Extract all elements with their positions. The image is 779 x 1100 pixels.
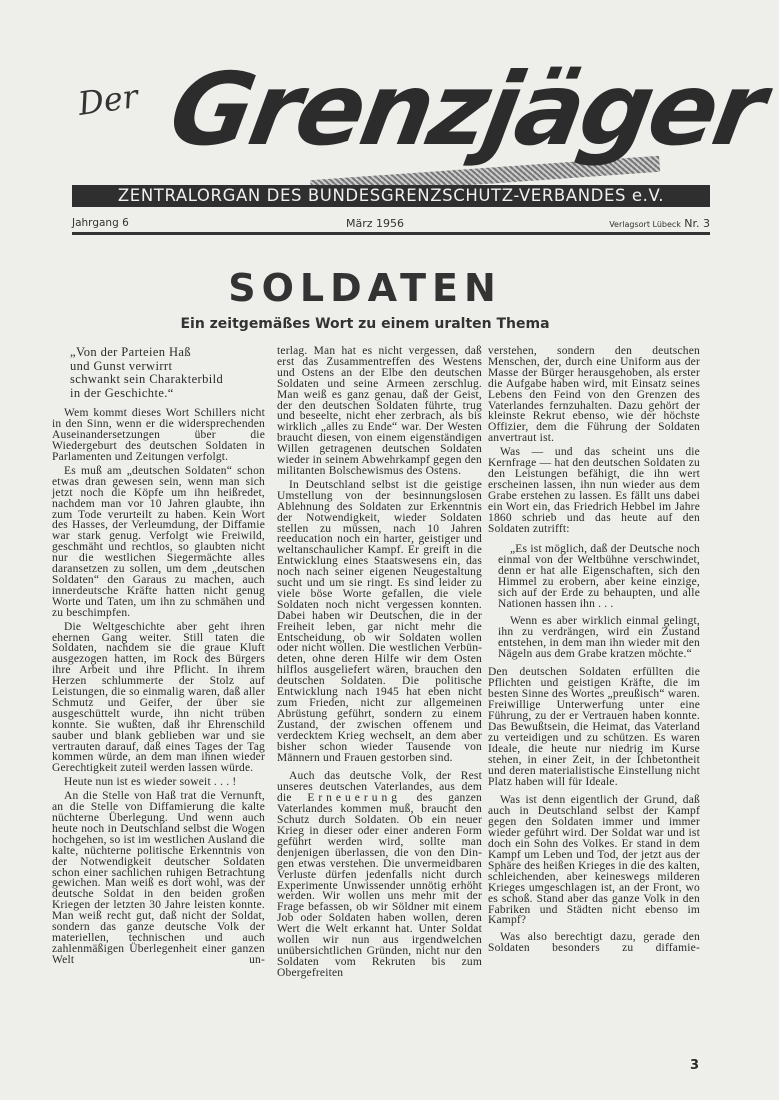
epigraph-line: und Gunst verwirrt xyxy=(70,358,173,373)
paragraph: Den deutschen Soldaten erfüllten die Pflichten und geistigen Kräfte, die im besten Sinne des Wortes „preußisch“ waren. Freiwillige Unterwerfung unter eine Führung, zu der er Vertrauen haben konnte. Das Bewußtsein, die Heimat, das Vaterland zu verteidigen und zu schützen. Es waren Ideale, die heute nur niedrig im Kurse stehen, in einer Zeit, in der Ichbetontheit und deren materialistische Einstellung nicht Platz haben will für Ideale. xyxy=(488,666,700,788)
publication-place: Verlagsort Lübeck xyxy=(609,220,681,229)
paragraph: Es muß am „deutschen Soldaten“ schon etwas dran gewesen sein, wenn man sich jetzt noch die Köpfe um ihn heißredet, nachdem man vor 10 Jahren glaubte, ihn zum Tode verurteilt zu haben. Kein Wort des Hasses, der Verleumdung, der Diffamie war stark genug. Verfolgt wie Freiwild, geschmäht und rechtlos, so glaubten nicht nur die westlichen Siegermächte alles daransetzen zu sollen, um dem „deutschen Soldaten“ den Garaus zu machen, auch innerdeutsche Kräfte hatten nicht genug Worte und Taten, um ihn zu schmähen und zu beschimpfen. xyxy=(52,464,265,619)
volume-label: Jahrgang 6 xyxy=(72,217,129,229)
quote-paragraph: „Es ist möglich, daß der Deutsche noch einmal von der Weltbühne verschwindet, denn er hat alle Eigenschaften, sich den Himmel zu erobern, aber keine einzige, sich auf der Erde zu behaupten, und alle Nationen hassen ihn . . . xyxy=(498,543,700,610)
paragraph: verstehen, sondern den deutschen Menschen, der, durch eine Uniform aus der Masse der Bürger herausgehoben, als erster die Aufgabe haben wird, mit Einsatz seines Lebens den Feind von den Grenzen des Vaterlandes fernzuhalten. Dazu gehört der kleinste Rekrut ebenso, wie der höchste Offizier, dem die Führung der Soldaten anvertraut ist. xyxy=(488,345,700,445)
paragraph: In Deutschland selbst ist die geistige Umstellung von der besinnungslosen Ablehnung des Soldaten zur Erkenntnis der Notwendigkeit, wieder Soldaten stellen zu müssen, nach 10 Jahren reeducation noch ein harter, geistiger und weltanschaulicher Kampf. Er greift in die Entwicklung eines Staatswesens ein, das noch nach seiner eigenen Neugestaltung sucht und um sie ringt. Es sind leider zu viele böse Worte gefallen, die viele Soldaten noch nicht vergessen konnten. Dabei haben wir Deutschen, die in der Freiheit leben, gar nicht mehr die Entscheidung, ob wir Soldaten wollen oder nicht wollen. Die westlichen Verbündeten, ohne deren Hilfe wir dem Osten hilflos ausgeliefert wären, brauchen den deutschen Soldaten. Die politische Entwicklung nach 1945 hat eben nicht zum Frieden, nicht zur allgemeinen Abrüstung geführt, sondern zu einem Zustand, der zwischen offenem und verdecktem Krieg wechselt, an dem aber bisher schon wieder Tausende von Männern und Frauen gestorben sind. xyxy=(277,478,482,764)
paragraph: An die Stelle von Haß trat die Vernunft, an die Stelle von Diffamierung die kalte nüchterne Überlegung. Und wenn auch heute noch in Deutschland selbst die Wogen hochgehen, so ist im westlichen Ausland die kalte, nüchterne politische Erkenntnis von der Notwendigkeit deutscher Soldaten schon einer sachlichen ruhigen Betrachtung gewichen. Man weiß es dort wohl, was der deutsche Soldat in den beiden großen Kriegen der letzten 30 Jahre leisten konnte. Man weiß recht gut, daß nicht der Soldat, sondern das ganze deutsche Volk der materiellen, technischen und auch zahlenmäßigen Überlegenheit einer ganzen Welt un- xyxy=(52,790,265,966)
masthead-banner: ZENTRALORGAN DES BUNDESGRENZSCHUTZ-VERBANDES e.V. xyxy=(72,185,710,207)
paragraph: Was also berechtigt dazu, gerade den Soldaten besonders zu diffamie- xyxy=(488,931,700,955)
epigraph xyxy=(70,346,265,400)
article-subtitle: Ein zeitgemäßes Wort zu einem uralten Thema xyxy=(180,316,550,332)
paragraph: terlag. Man hat es nicht vergessen, daß erst das Zusammentreffen des Westens und Ostens an der Elbe den deutschen Soldaten und seine Armeen zerschlug. Man weiß es ganz genau, daß der Geist, der den deutschen Soldaten führte, trug und beseelte, nicht eher zerbrach, als bis wirklich „alles zu Ende“ war. Der Westen braucht diesen, von einem eigenständigen Willen getragenen deutschen Soldaten wieder in seinem Abwehrkampf gegen den militanten Bolschewismus des Ostens. xyxy=(277,345,482,477)
masthead-prefix: Der xyxy=(75,77,141,123)
hebbel-quote xyxy=(498,544,700,659)
paragraph xyxy=(277,771,482,978)
emphasized-word: Erneuerung xyxy=(307,792,401,805)
paragraph: Wem kommt dieses Wort Schillers nicht in den Sinn, wenn er die widersprechenden Auseinandersetzungen über die Wiedergeburt des deutschen Soldaten in Parlamenten und Zeitungen verfolgt. xyxy=(52,407,265,463)
quote-paragraph: Wenn es aber wirklich einmal gelingt, ihn zu verdrängen, wird ein Zustand entstehen, in dem man ihn wieder mit den Nägeln aus dem Grabe kratzen möchte.“ xyxy=(498,614,700,660)
paragraph: Die Weltgeschichte aber geht ihren ehernen Gang weiter. Still taten die Soldaten, nachdem sie die graue Kluft ausgezogen hatten, im Rock des Bürgers ihre Arbeit und ihre Pflicht. In ihrem Herzen schlummerte der Stolz auf Leistungen, die so einmalig waren, daß aller Schmutz und Geifer, der über sie ausgeschüttelt wurde, ihn nicht trüben konnte. Sie wußten, daß ihr Ehrenschild sauber und blank geblieben war und sie vertrauten darauf, daß eines Tages der Tag kommen würde, an dem man ihnen wieder Gerechtigkeit zuteil werden lassen würde. xyxy=(52,620,265,775)
text-run: Auch das deutsche Volk, der Rest unseres deutschen Vaterlandes, aus dem die xyxy=(277,770,482,805)
column-2 xyxy=(277,346,482,979)
article-title: SOLDATEN xyxy=(228,266,502,310)
paragraph: Heute nun ist es wieder soweit . . . ! xyxy=(64,776,237,789)
issue-info xyxy=(609,217,710,230)
epigraph-line: in der Geschichte.“ xyxy=(70,385,174,400)
column-1 xyxy=(52,346,265,966)
text-run: des ganzen Vaterlandes kommen muß, braucht den Schutz durch Soldaten. Ob ein neuer Krieg in dieser oder einer anderen Form geführt werden wird, sollte man denjenigen überlassen, die von den Dingen etwas verstehen. Die unvermeidbaren Verluste dürfen jedenfalls nicht durch Experimente Unwissender unnötig erhöht werden. Wir wollen uns mehr mit der Frage befassen, ob wir Söldner mit einem Job oder Soldaten haben wollen, deren Wert die Welt erkannt hat. Unter Soldat wollen wir nun aus irgendwelchen unübersichtlichen Gründen, nicht nur den Soldaten vom Rekruten bis zum Obergefreiten xyxy=(277,792,483,979)
masthead-rule xyxy=(72,232,710,235)
issue-date: März 1956 xyxy=(346,217,405,230)
paragraph: Was ist denn eigentlich der Grund, daß auch in Deutschland selbst der Kampf gegen den Soldaten immer und immer wieder geführt wird. Der Soldat war und ist doch ein Sohn des Volkes. Er stand in dem Kampf um Leben und Tod, der jetzt aus der Sphäre des heißen Krieges in die des kalten, schleichenden, aber keineswegs milderen Krieges umgeschlagen ist, an der Front, wo es schoß. Stand aber das ganze Volk in den Fabriken und Städten nicht ebenso im Kampf? xyxy=(488,794,700,927)
issue-number: Nr. 3 xyxy=(684,217,710,230)
column-3 xyxy=(488,346,700,954)
epigraph-line: schwankt sein Charakterbild xyxy=(70,372,224,387)
page-number: 3 xyxy=(690,1058,700,1073)
epigraph-line: „Von der Parteien Haß xyxy=(70,345,191,359)
paragraph: Was — und das scheint uns die Kernfrage — hat den deutschen Soldaten zu den Leistungen befähigt, die ihn wert erscheinen lassen, ihn nun wieder aus dem Grabe erstehen zu lassen. Es fällt uns dabei ein Wort ein, das Friedrich Hebbel im Jahre 1860 schrieb und das heute auf den Soldaten zutrifft: xyxy=(488,446,700,535)
masthead-logo: Grenzjäger xyxy=(161,51,772,168)
